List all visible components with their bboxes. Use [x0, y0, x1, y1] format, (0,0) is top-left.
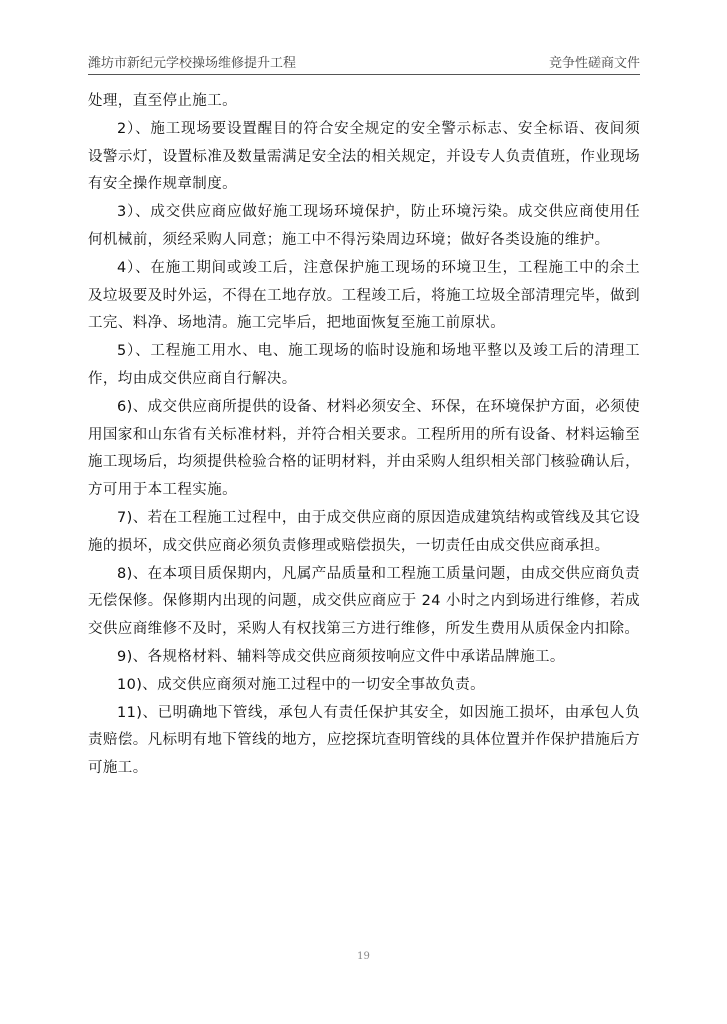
paragraph-item-8: 8)、在本项目质保期内，凡属产品质量和工程施工质量问题，由成交供应商负责无偿保修。保修期内出现的问题，成交供应商应于 24 小时之内到场进行维修，若成交供应商维修不及时，采购人有权找第三方进行维修，所发生费用从质保金内扣除。	[88, 565, 640, 638]
header-project-title: 潍坊市新纪元学校操场维修提升工程	[88, 56, 297, 71]
paragraph-item-6: 6)、成交供应商所提供的设备、材料必须安全、环保，在环境保护方面，必须使用国家和山东省有关标准材料，并符合相关要求。工程所用的所有设备、材料运输至施工现场后，均须提供检验合格的证明材料，并由采购人组织相关部门核验确认后，方可用于本工程实施。	[88, 398, 640, 499]
paragraph-item-10: 10)、成交供应商须对施工过程中的一切安全事故负责。	[117, 676, 486, 693]
page-header	[88, 50, 640, 75]
page-number: 19	[357, 951, 370, 962]
document-body	[88, 88, 640, 783]
paragraph-item-3: 3）、成交供应商应做好施工现场环境保护，防止环境污染。成交供应商使用任何机械前，须经采购人同意；施工中不得污染周边环境；做好各类设施的维护。	[88, 204, 640, 248]
paragraph-item-2: 2）、施工现场要设置醒目的符合安全规定的安全警示标志、安全标语、夜间须设警示灯，设置标准及数量需满足安全法的相关规定，并设专人负责值班，作业现场有安全操作规章制度。	[88, 120, 640, 193]
paragraph-item-4: 4）、在施工期间或竣工后，注意保护施工现场的环境卫生，工程施工中的余土及垃圾要及时外运，不得在工地存放。工程竣工后，将施工垃圾全部清理完毕，做到工完、料净、场地清。施工完毕后，把地面恢复至施工前原状。	[88, 259, 640, 332]
paragraph-item-5: 5）、工程施工用水、电、施工现场的临时设施和场地平整以及竣工后的清理工作，均由成交供应商自行解决。	[88, 343, 640, 387]
paragraph-continuation: 处理，直至停止施工。	[88, 93, 237, 109]
paragraph-item-9: 9)、各规格材料、辅料等成交供应商须按响应文件中承诺品牌施工。	[117, 648, 565, 665]
paragraph-item-7: 7)、若在工程施工过程中，由于成交供应商的原因造成建筑结构或管线及其它设施的损坏，成交供应商必须负责修理或赔偿损失，一切责任由成交供应商承担。	[88, 509, 640, 554]
header-document-type: 竞争性磋商文件	[548, 56, 640, 71]
paragraph-item-11: 11)、已明确地下管线，承包人有责任保护其安全，如因施工损坏，由承包人负责赔偿。凡标明有地下管线的地方，应挖探坑查明管线的具体位置并作保护措施后方可施工。	[88, 704, 640, 777]
